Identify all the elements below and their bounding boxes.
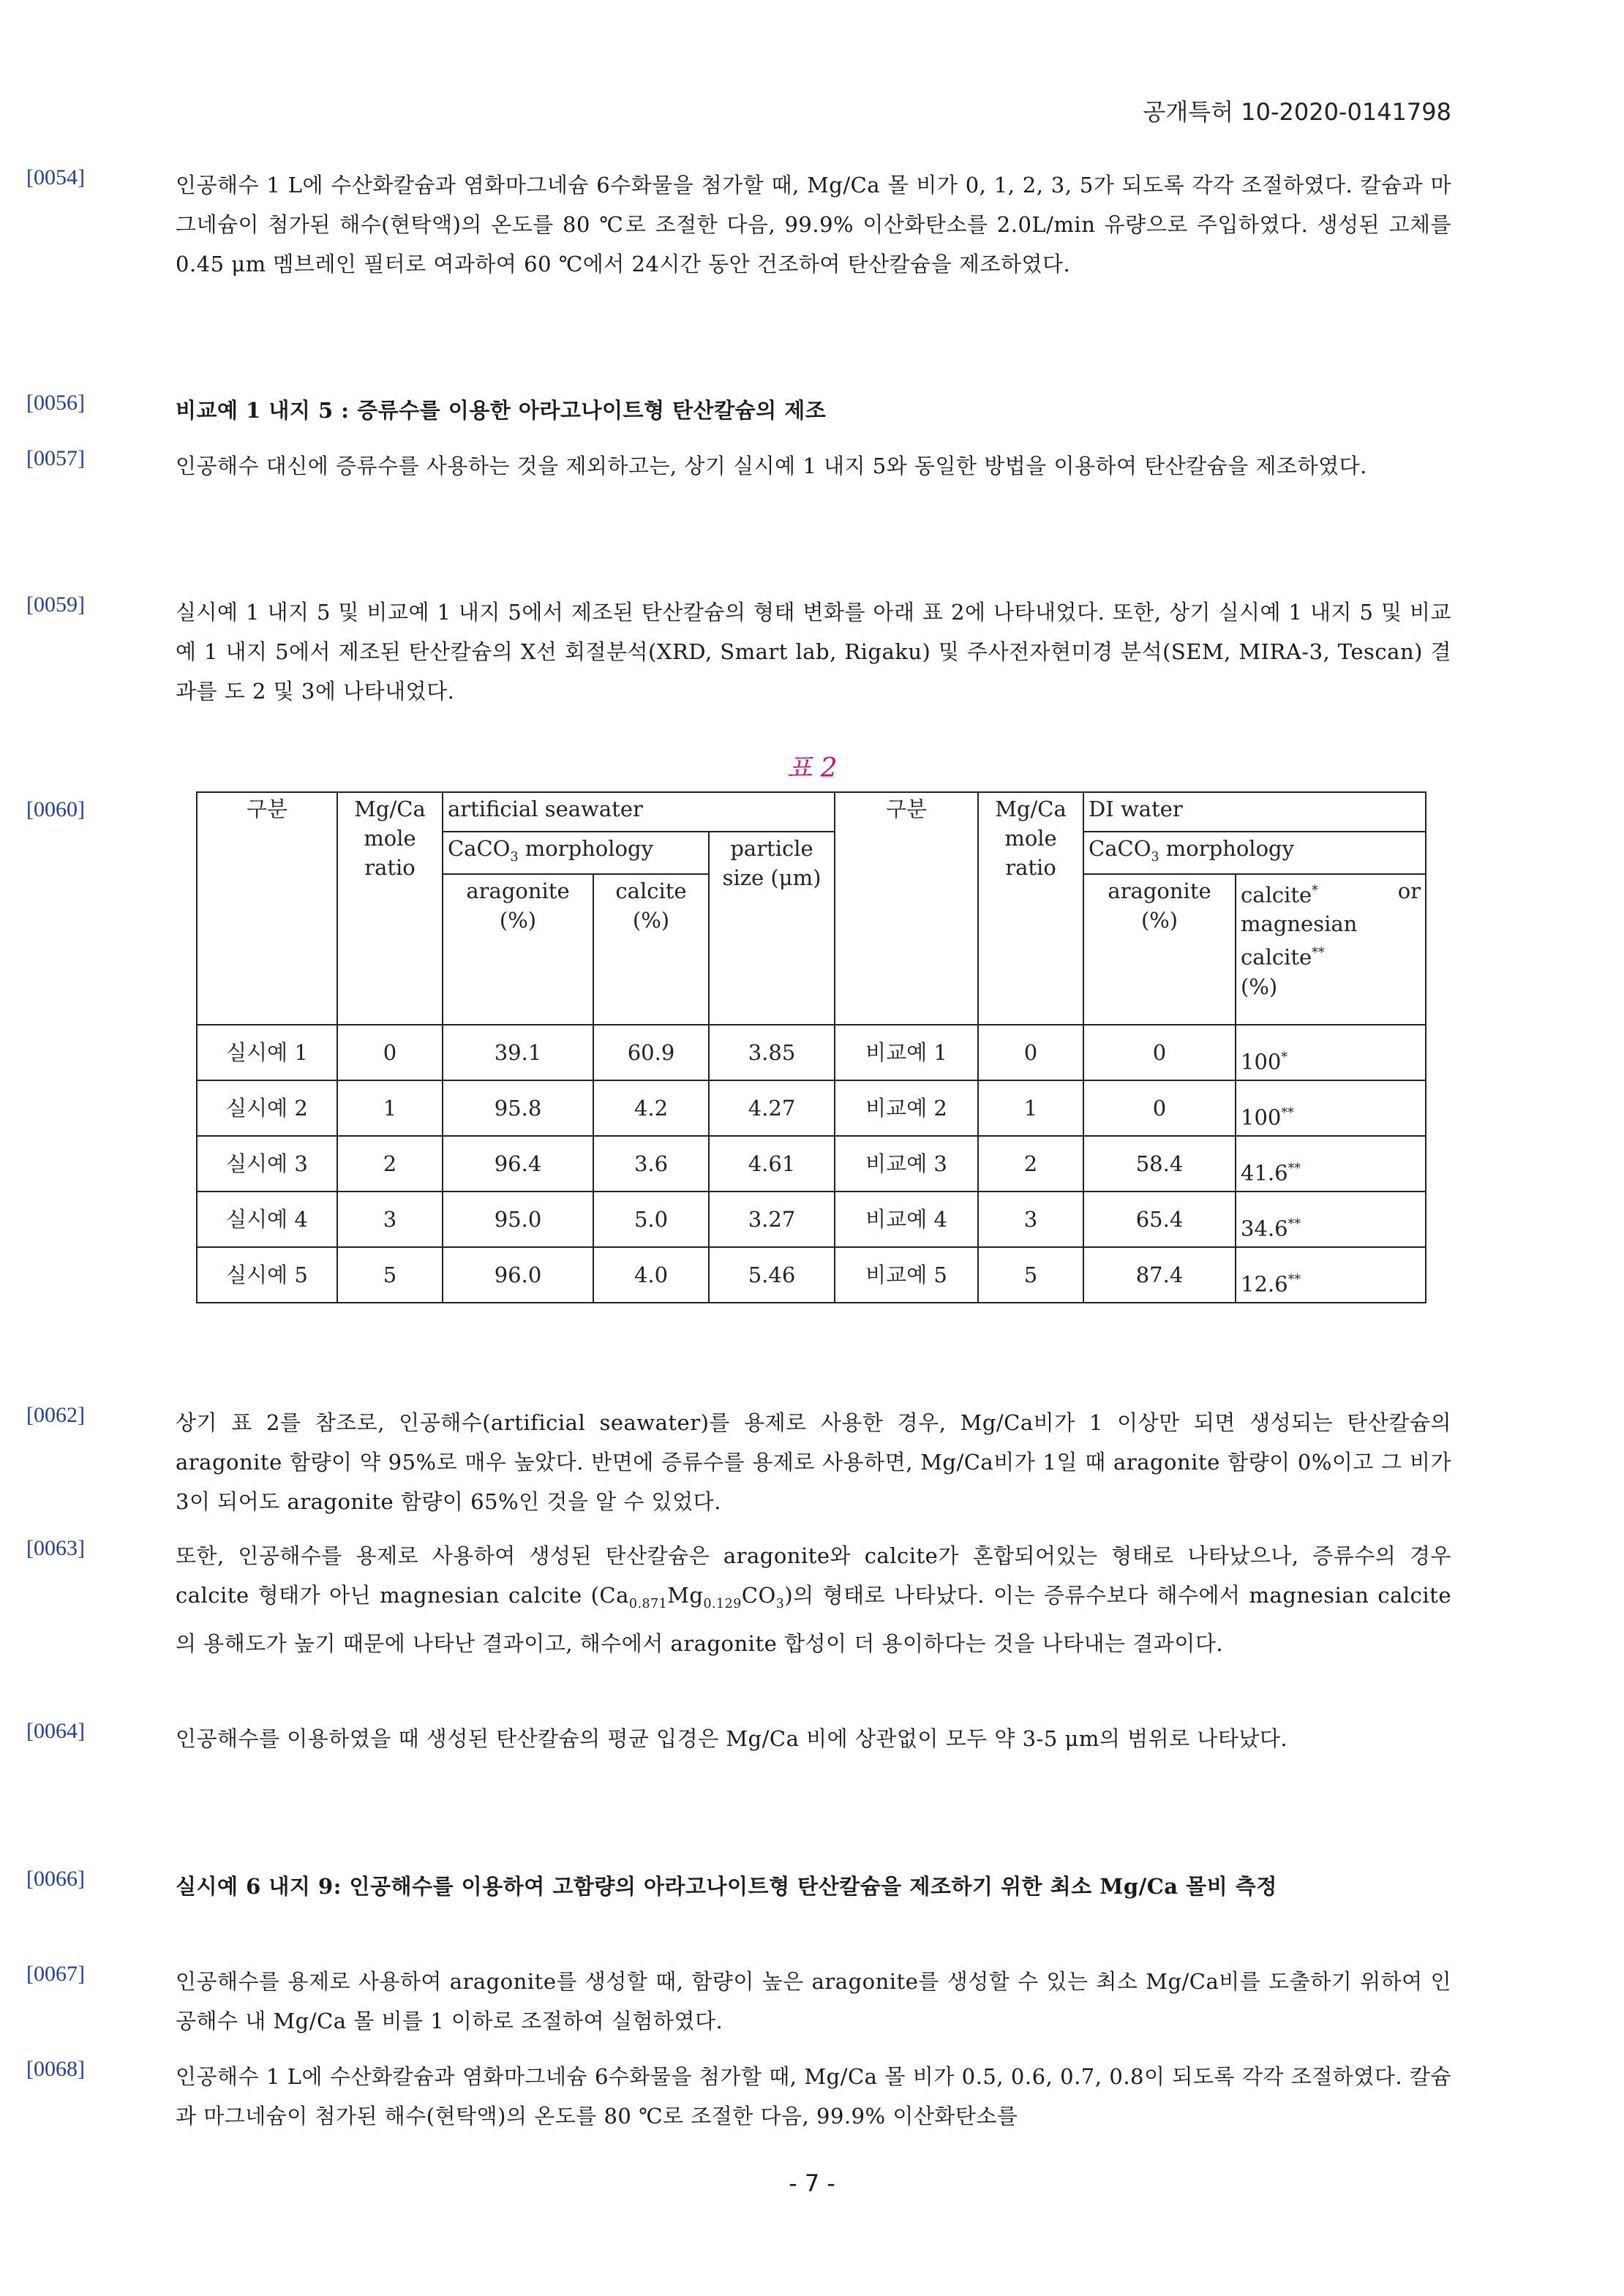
comparative-label: 비교예 1 — [835, 1025, 978, 1080]
header-gubun-2: 구분 — [835, 792, 978, 1025]
paragraph-number: [0057] — [26, 446, 85, 470]
header-aragonite: aragonite (%) — [443, 874, 593, 1025]
paragraph-number: [0064] — [26, 1719, 85, 1743]
example-label: 실시예 4 — [197, 1192, 337, 1247]
aragonite-value: 96.0 — [443, 1247, 593, 1303]
table-2 — [196, 791, 1426, 1303]
table-row — [197, 1080, 1426, 1136]
aragonite-value-2: 87.4 — [1083, 1247, 1236, 1303]
paragraph-number: [0056] — [26, 391, 85, 415]
paragraph-text: 인공해수를 이용하였을 때 생성된 탄산칼슘의 평균 입경은 Mg/Ca 비에 상관없이 모두 약 3-5 μm의 범위로 나타났다. — [176, 1726, 1288, 1751]
mg-ca-ratio: 5 — [337, 1247, 443, 1303]
document-id-header: 공개특허 10-2020-0141798 — [1143, 98, 1451, 126]
example-label: 실시예 3 — [197, 1136, 337, 1192]
header-mg-ca-ratio: Mg/Ca mole ratio — [337, 792, 443, 1025]
particle-size-value: 3.27 — [709, 1192, 835, 1247]
calcite-or-magnesian-calcite-value: 41.6** — [1236, 1136, 1426, 1192]
paragraph-number: [0063] — [26, 1536, 85, 1560]
paragraph-number: [0068] — [26, 2057, 85, 2081]
footnote-marker: ** — [1281, 1106, 1294, 1121]
mg-ca-ratio: 1 — [337, 1080, 443, 1136]
table-row — [197, 1136, 1426, 1192]
table-row — [197, 1247, 1426, 1303]
paragraph-number: [0067] — [26, 1962, 85, 1986]
aragonite-value-2: 0 — [1083, 1080, 1236, 1136]
footnote-marker: ** — [1287, 1217, 1301, 1232]
calcite-or-magnesian-calcite-value: 12.6** — [1236, 1247, 1426, 1303]
paragraph-text: 인공해수 1 L에 수산화칼슘과 염화마그네슘 6수화물을 첨가할 때, Mg/Ca 몰 비가 0.5, 0.6, 0.7, 0.8이 되도록 각각 조절하였다. 칼슘과 마그네슘이 첨가된 해수(현탁액)의 온도를 80 ℃로 조절한 다음, 99.9% 이산화탄소를 — [176, 2064, 1451, 2128]
aragonite-value: 95.8 — [443, 1080, 593, 1136]
section-heading: 실시예 6 내지 9: 인공해수를 이용하여 고함량의 아라고나이트형 탄산칼슘을 제조하기 위한 최소 Mg/Ca 몰비 측정 — [176, 1874, 1277, 1899]
aragonite-value: 39.1 — [443, 1025, 593, 1080]
mg-ca-ratio: 0 — [337, 1025, 443, 1080]
header-gubun: 구분 — [197, 792, 337, 1025]
calcite-or-magnesian-calcite-value: 100** — [1236, 1080, 1426, 1136]
header-caco3-morphology-2: CaCO$_3$ morphology — [1083, 832, 1426, 874]
mg-ca-ratio: 2 — [337, 1136, 443, 1192]
header-calcite: calcite (%) — [593, 874, 709, 1025]
header-caco3-morphology: CaCO$_3$ morphology — [443, 832, 709, 874]
footnote-marker: * — [1281, 1050, 1288, 1066]
mg-ca-ratio: 3 — [337, 1192, 443, 1247]
footnote-marker: ** — [1287, 1273, 1301, 1288]
example-label: 실시예 1 — [197, 1025, 337, 1080]
particle-size-value: 3.85 — [709, 1025, 835, 1080]
calcite-value: 4.0 — [593, 1247, 709, 1303]
header-calcite-or-magnesian-calcite: calcite* or magnesian calcite** (%) — [1236, 874, 1426, 1025]
paragraph-text: 인공해수 1 L에 수산화칼슘과 염화마그네슘 6수화물을 첨가할 때, Mg/Ca 몰 비가 0, 1, 2, 3, 5가 되도록 각각 조절하였다. 칼슘과 마그네슘이 첨가된 해수(현탁액)의 온도를 80 ℃로 조절한 다음, 99.9% 이산화탄소를 2.0L/min 유량으로 주입하였다. 생성된 고체를 0.45 μm 멤브레인 필터로 여과하여 60 ℃에서 24시간 동안 건조하여 탄산칼슘을 제조하였다. — [176, 173, 1451, 276]
table-row — [197, 1192, 1426, 1247]
header-di-water: DI water — [1083, 792, 1426, 832]
header-mg-ca-ratio-2: Mg/Ca mole ratio — [978, 792, 1083, 1025]
paragraph-text: 실시예 1 내지 5 및 비교예 1 내지 5에서 제조된 탄산칼슘의 형태 변화를 아래 표 2에 나타내었다. 또한, 상기 실시예 1 내지 5 및 비교예 1 내지 5에서 제조된 탄산칼슘의 X선 회절분석(XRD, Smart lab, Rigaku) 및 주사전자현미경 분석(SEM, MIRA-3, Tescan) 결과를 도 2 및 3에 나타내었다. — [176, 600, 1451, 704]
example-label: 실시예 2 — [197, 1080, 337, 1136]
paragraph-number: [0059] — [26, 592, 85, 617]
table-caption: 표 2 — [786, 753, 838, 783]
aragonite-value: 96.4 — [443, 1136, 593, 1192]
mg-ca-ratio-2: 0 — [978, 1025, 1083, 1080]
paragraph-text: 상기 표 2를 참조로, 인공해수(artificial seawater)를 용제로 사용한 경우, Mg/Ca비가 1 이상만 되면 생성되는 탄산칼슘의 aragonite 함량이 약 95%로 매우 높았다. 반면에 증류수를 용제로 사용하면, Mg/Ca비가 1일 때 aragonite 함량이 0%이고 그 비가 3이 되어도 aragonite 함량이 65%인 것을 알 수 있었다. — [176, 1410, 1451, 1514]
paragraph-text: 또한, 인공해수를 용제로 사용하여 생성된 탄산칼슘은 aragonite와 calcite가 혼합되어있는 형태로 나타났으나, 증류수의 경우 calcite 형태가 아닌 magnesian calcite $(Ca_{0.871}Mg_{0.129}CO_3)$의 형태로 나타났다. 이는 증류수보다 해수에서 magnesian calcite의 용해도가 높기 때문에 나타난 결과이고, 해수에서 aragonite 합성이 더 용이하다는 것을 나타내는 결과이다. — [176, 1543, 1451, 1656]
paragraph-text: 인공해수 대신에 증류수를 사용하는 것을 제외하고는, 상기 실시예 1 내지 5와 동일한 방법을 이용하여 탄산칼슘을 제조하였다. — [176, 453, 1367, 478]
page-number: - 7 - — [789, 2169, 835, 2197]
particle-size-value: 5.46 — [709, 1247, 835, 1303]
calcite-value: 3.6 — [593, 1136, 709, 1192]
paragraph-number: [0062] — [26, 1403, 85, 1427]
comparative-label: 비교예 2 — [835, 1080, 978, 1136]
aragonite-value-2: 65.4 — [1083, 1192, 1236, 1247]
comparative-label: 비교예 3 — [835, 1136, 978, 1192]
mg-ca-ratio-2: 1 — [978, 1080, 1083, 1136]
header-particle-size: particle size (μm) — [709, 832, 835, 1025]
calcite-or-magnesian-calcite-value: 34.6** — [1236, 1192, 1426, 1247]
footnote-marker: ** — [1287, 1162, 1301, 1177]
paragraph-text: 인공해수를 용제로 사용하여 aragonite를 생성할 때, 함량이 높은 aragonite를 생성할 수 있는 최소 Mg/Ca비를 도출하기 위하여 인공해수 내 Mg/Ca 몰 비를 1 이하로 조절하여 실험하였다. — [176, 1969, 1451, 2033]
comparative-label: 비교예 5 — [835, 1247, 978, 1303]
mg-ca-ratio-2: 2 — [978, 1136, 1083, 1192]
calcite-value: 60.9 — [593, 1025, 709, 1080]
calcite-value: 4.2 — [593, 1080, 709, 1136]
particle-size-value: 4.27 — [709, 1080, 835, 1136]
header-aragonite-2: aragonite (%) — [1083, 874, 1236, 1025]
calcite-value: 5.0 — [593, 1192, 709, 1247]
aragonite-value-2: 0 — [1083, 1025, 1236, 1080]
paragraph-number: [0054] — [26, 165, 85, 189]
paragraph-number: [0066] — [26, 1867, 85, 1891]
example-label: 실시예 5 — [197, 1247, 337, 1303]
table-body — [197, 1025, 1426, 1303]
header-artificial-seawater: artificial seawater — [443, 792, 835, 832]
paragraph-number: [0060] — [26, 797, 85, 821]
mg-ca-ratio-2: 3 — [978, 1192, 1083, 1247]
table-row — [197, 1025, 1426, 1080]
calcite-or-magnesian-calcite-value: 100* — [1236, 1025, 1426, 1080]
comparative-label: 비교예 4 — [835, 1192, 978, 1247]
aragonite-value: 95.0 — [443, 1192, 593, 1247]
mg-ca-ratio-2: 5 — [978, 1247, 1083, 1303]
aragonite-value-2: 58.4 — [1083, 1136, 1236, 1192]
particle-size-value: 4.61 — [709, 1136, 835, 1192]
section-heading: 비교예 1 내지 5 : 증류수를 이용한 아라고나이트형 탄산칼슘의 제조 — [176, 398, 827, 423]
